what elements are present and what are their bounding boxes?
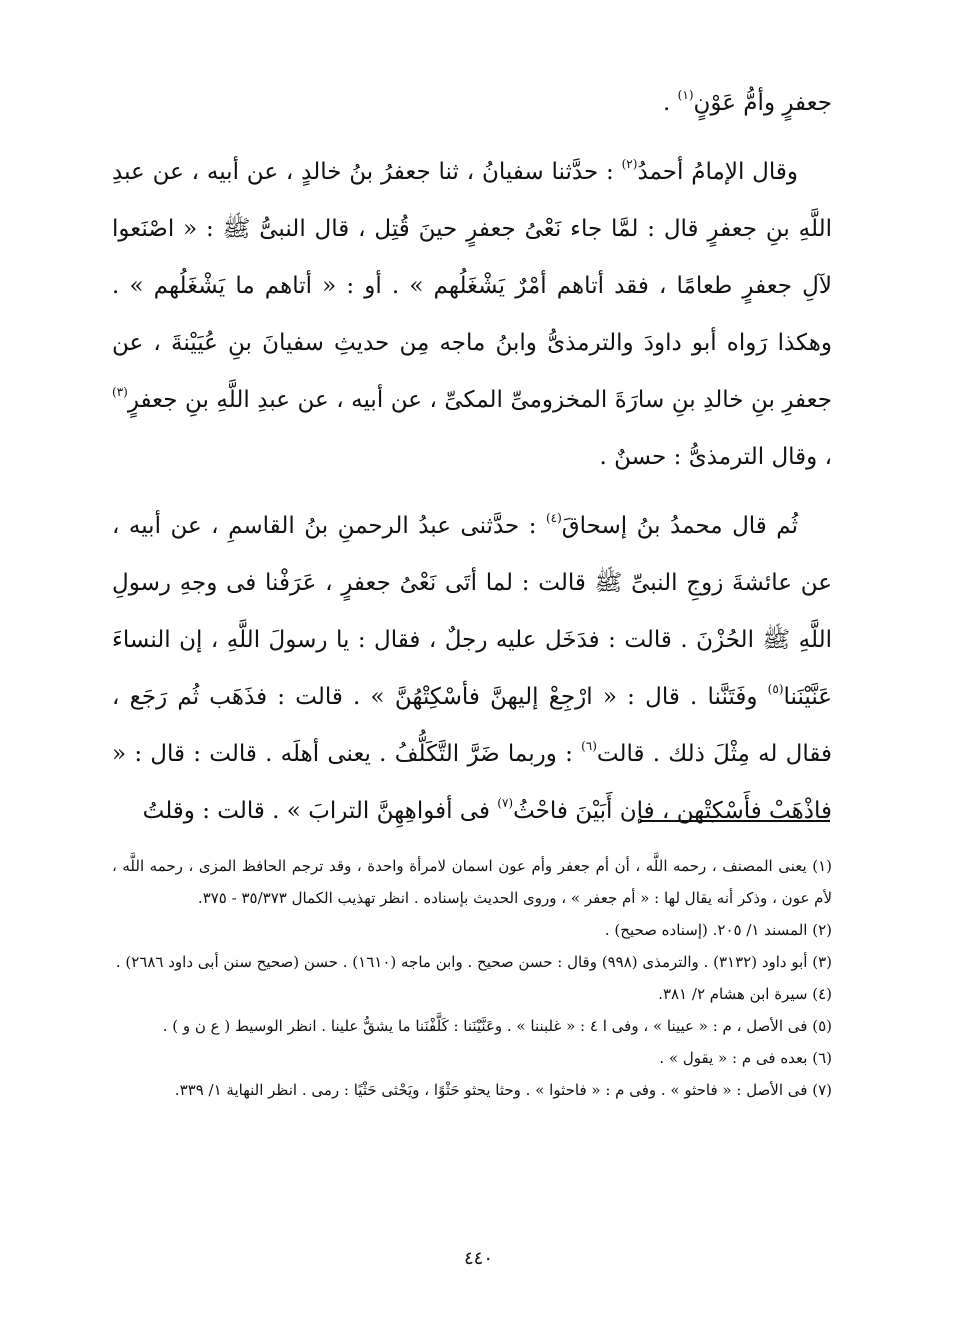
footnote-3: (٣) أبو داود (٣١٣٢) . والترمذى (٩٩٨) وقال : حسن صحيح . وابن ماجه (١٦١٠) . حسن (صحيح سنن أبى داود ٢٦٨٦) . xyxy=(115,953,832,971)
footnotes xyxy=(112,850,832,1106)
paragraph-2: وقال الإمامُ أحمدُ$^{(٢)}$ : حدَّثنا سفيانُ ، ثنا جعفرُ بنُ خالدٍ ، عن أبيه ، عن عبدِ اللَّهِ بنِ جعفرٍ قال : لمَّا جاء نَعْىُ جعفرٍ حينَ قُتِل ، قال النبىُّ ﷺ : « اصْنَعوا لآلِ جعفرٍ طعامًا ، فقد أتاهم أمْرٌ يَشْغَلُهم » . أو : « أتاهم ما يَشْغَلُهم » . وهكذا رَواه أبو داودَ والترمذىُّ وابنُ ماجه مِن حديثِ سفيانَ بنِ عُيَيْنةَ ، عن جعفرِ بنِ خالدِ بنِ سارَةَ المخزومىِّ المكىِّ ، عن أبيه ، عن عبدِ اللَّهِ بنِ جعفرٍ$^{(٣)}$ ، وقال الترمذىُّ : حسنٌ . xyxy=(112,157,832,470)
footnote-ref-5[interactable]: (٥) xyxy=(767,682,784,697)
footnote-ref-6[interactable]: (٦) xyxy=(581,739,597,754)
main-text xyxy=(112,75,832,840)
footnote-ref-2[interactable]: (٢) xyxy=(621,157,638,172)
footnote-7: (٧) فى الأصل : « فاحثو » . وفى م : « فاحثوا » . وحثا يحثو حَثْوًا ، ويَحْثى حَثْيًا : رمى . انظر النهاية ١/ ٣٣٩. xyxy=(174,1081,832,1099)
footnote-divider xyxy=(640,820,830,822)
page-number: ٤٤٠ xyxy=(463,1248,493,1269)
footnote-ref-1[interactable]: (١) xyxy=(677,88,694,103)
footnote-5: (٥) فى الأصل ، م : « عيينا » ، وفى ا ٤ : « غلبننا » . وعَنَّيْنَنا : كَلَّفْنَنا ما يشقُّ علينا . انظر الوسيط ( ع ن و ) . xyxy=(162,1017,832,1035)
paragraph-1: جعفرٍ وأمُّ عَوْنٍ$^{(١)}$ . xyxy=(663,88,832,116)
footnote-1: (١) يعنى المصنف ، رحمه اللَّه ، أن أم جعفر وأم عون اسمان لامرأة واحدة ، وقد ترجم الحافظ المزى ، رحمه اللَّه ، لأم عون ، وذكر أنه يقال لها : « أم جعفر » ، وروى الحديث بإسناده . انظر تهذيب الكمال ٣٥/٣٧٣ - ٣٧٥. xyxy=(112,857,832,907)
footnote-ref-3[interactable]: (٣) xyxy=(112,385,128,400)
footnote-ref-7[interactable]: (٧) xyxy=(497,796,514,811)
footnote-4: (٤) سيرة ابن هشام ٢/ ٣٨١. xyxy=(658,985,832,1003)
footnote-2: (٢) المسند ١/ ٢٠٥. (إسناده صحيح) . xyxy=(604,921,832,939)
footnote-6: (٦) بعده فى م : « يقول » . xyxy=(659,1049,832,1067)
paragraph-3: ثُم قال محمدُ بنُ إسحاقَ$^{(٤)}$ : حدَّثنى عبدُ الرحمنِ بنُ القاسمِ ، عن أبيه ، عن عائشةَ زوجِ النبىِّ ﷺ قالت : لما أتَى نَعْىُ جعفرٍ ، عَرَفْنا فى وجهِ رسولِ اللَّهِ ﷺ الحُزْنَ . قالت : فدَخَل عليه رجلٌ ، فقال : يا رسولَ اللَّهِ ، إن النساءَ عَنَّيْنَنا$^{(٥)}$ وفَتَنَّنا . قال : « ارْجِعْ إليهنَّ فأسْكِتْهُنَّ » . قالت : فذَهَب ثُم رَجَع ، فقال له مِثْلَ ذلك . قالت$^{(٦)}$ : وربما ضَرَّ التَّكَلُّفُ . يعنى أهلَه . قالت : قال : « فاذْهَبْ فأَسْكِتْهن ، فإن أَبَيْنَ فاحْثُ$^{(٧)}$ فى أفواهِهِنَّ الترابَ » . قالت : وقلتُ xyxy=(112,511,832,824)
footnote-ref-4[interactable]: (٤) xyxy=(545,511,562,526)
